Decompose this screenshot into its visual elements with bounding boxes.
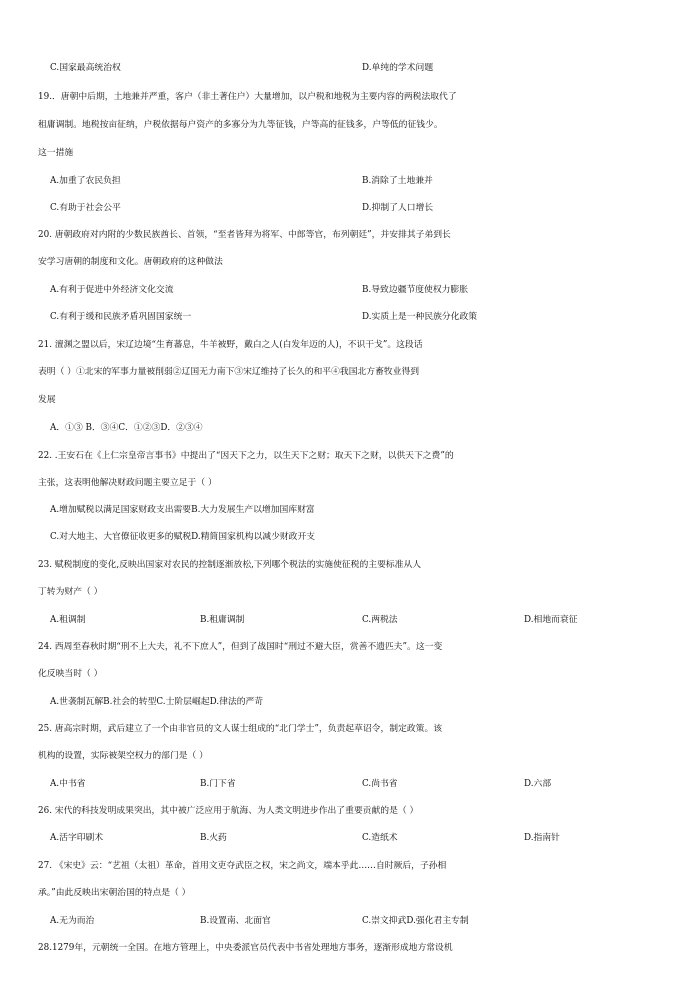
- option-b: B.火药: [200, 833, 227, 843]
- question-24-line-1: 24. 西周至春秋时期“刑不上大夫，礼不下庶人”，但到了战国时“刑过不避大臣，赏善不遗匹夫”。这一变: [38, 642, 443, 652]
- question-22-line-1: 22. .王安石在《上仁宗皇帝言事书》中提出了“因天下之力，以生天下之财；取天下之财，以供天下之费”的: [38, 451, 454, 461]
- question-22-options-ab: A.增加赋税以满足国家财政支出需要B.大力发展生产以增加国库财富: [50, 505, 315, 515]
- option-d: D.相地而衰征: [524, 615, 578, 625]
- option-a: A.租调制: [50, 615, 86, 625]
- option-d: D.实质上是一种民族分化政策: [362, 312, 478, 322]
- question-24-options: A.世袭制瓦解B.社会的转型C.士阶层崛起D.律法的严苛: [50, 697, 264, 707]
- option-d: D.抑制了人口增长: [362, 203, 434, 213]
- option-a: A.中书省: [50, 779, 86, 789]
- option-c: C.两税法: [362, 615, 398, 625]
- question-23-line-2: 丁转为财产（ ）: [38, 587, 103, 597]
- question-19-line-2: 租庸调制。地税按亩征纳，户税依据每户资产的多寡分为九等征钱，户等高的征钱多，户等低的征钱少。: [38, 120, 443, 130]
- option-a: A.有利于促进中外经济文化交流: [50, 285, 174, 295]
- option-d: D.单纯的学术问题: [362, 63, 434, 73]
- question-27-line-2: 承。”由此反映出宋朝治国的特点是（ ）: [38, 888, 191, 898]
- question-21-line-1: 21. 澶渊之盟以后，宋辽边境“生育蕃息，牛羊被野，戴白之人(白发年迈的人)，不识干戈”。这段话: [38, 340, 423, 350]
- question-23-line-1: 23. 赋税制度的变化,反映出国家对农民的控制逐渐放松,下列哪个税法的实施使征税的主要标准从人: [38, 560, 422, 570]
- option-b: B.消除了土地兼并: [362, 176, 433, 186]
- option-b: B.导致边疆节度使权力膨胀: [362, 285, 469, 295]
- question-19-line-3: 这一措施: [38, 148, 74, 158]
- question-22-line-2: 主张，这表明他解决财政问题主要立足于（ ）: [38, 478, 217, 488]
- option-c: C.造纸术: [362, 833, 398, 843]
- option-a: A.活字印刷术: [50, 833, 104, 843]
- question-21-line-2: 表明（ ）①北宋的军事力量被削弱②辽国无力南下③宋辽维持了长久的和平④我国北方畜牧业得到: [38, 367, 420, 377]
- option-cd: C.崇文抑武D.强化君主专制: [362, 916, 469, 926]
- option-b: B.租庸调制: [200, 615, 245, 625]
- option-c: C.有助于社会公平: [50, 203, 121, 213]
- question-21-options: A．①③ B．③④C．①②③D．②③④: [50, 423, 203, 433]
- option-c: C.有利于缓和民族矛盾巩固国家统一: [50, 312, 192, 322]
- option-a: A.加重了农民负担: [50, 176, 121, 186]
- question-24-line-2: 化反映当时（ ）: [38, 669, 103, 679]
- question-20-line-2: 安学习唐朝的制度和文化。唐朝政府的这种做法: [38, 257, 223, 267]
- question-25-line-2: 机构的设置，实际被架空权力的部门是（ ）: [38, 751, 208, 761]
- option-a: A.无为而治: [50, 916, 95, 926]
- option-d: D.六部: [524, 779, 552, 789]
- question-26-line-1: 26. 宋代的科技发明成果突出，其中被广泛应用于航海、为人类文明进步作出了重要贡献的是（ ）: [38, 806, 419, 816]
- option-b: B.门下省: [200, 779, 236, 789]
- option-c: C.尚书省: [362, 779, 398, 789]
- question-28-line-1: 28.1279年，元朝统一全国。在地方管理上，中央委派官员代表中书省处理地方事务，逐渐形成地方常设机: [38, 943, 453, 953]
- question-19-line-1: 19.．唐朝中后期，土地兼并严重，客户（非土著住户）大量增加，以户税和地税为主要内容的两税法取代了: [38, 92, 457, 102]
- option-d: D.指南针: [524, 833, 560, 843]
- question-27-line-1: 27. 《宋史》云：“艺祖（太祖）革命，首用文吏夺武臣之权，宋之尚文，端本乎此……自时厥后，子孙相: [38, 861, 447, 871]
- option-b: B.设置南、北面官: [200, 916, 271, 926]
- question-21-line-3: 发展: [38, 395, 56, 405]
- option-c: C.国家最高统治权: [50, 63, 121, 73]
- question-20-line-1: 20. 唐朝政府对内附的少数民族酋长、首领，“至者皆拜为将军、中郎等官，布列朝廷”，并安排其子弟到长: [38, 230, 451, 240]
- question-25-line-1: 25. 唐高宗时期，武后建立了一个由非官员的文人谋士组成的“北门学士”，负责起草诏令，制定政策。该: [38, 724, 443, 734]
- question-22-options-cd: C.对大地主、大官僚征收更多的赋税D.精简国家机构以减少财政开支: [50, 532, 316, 542]
